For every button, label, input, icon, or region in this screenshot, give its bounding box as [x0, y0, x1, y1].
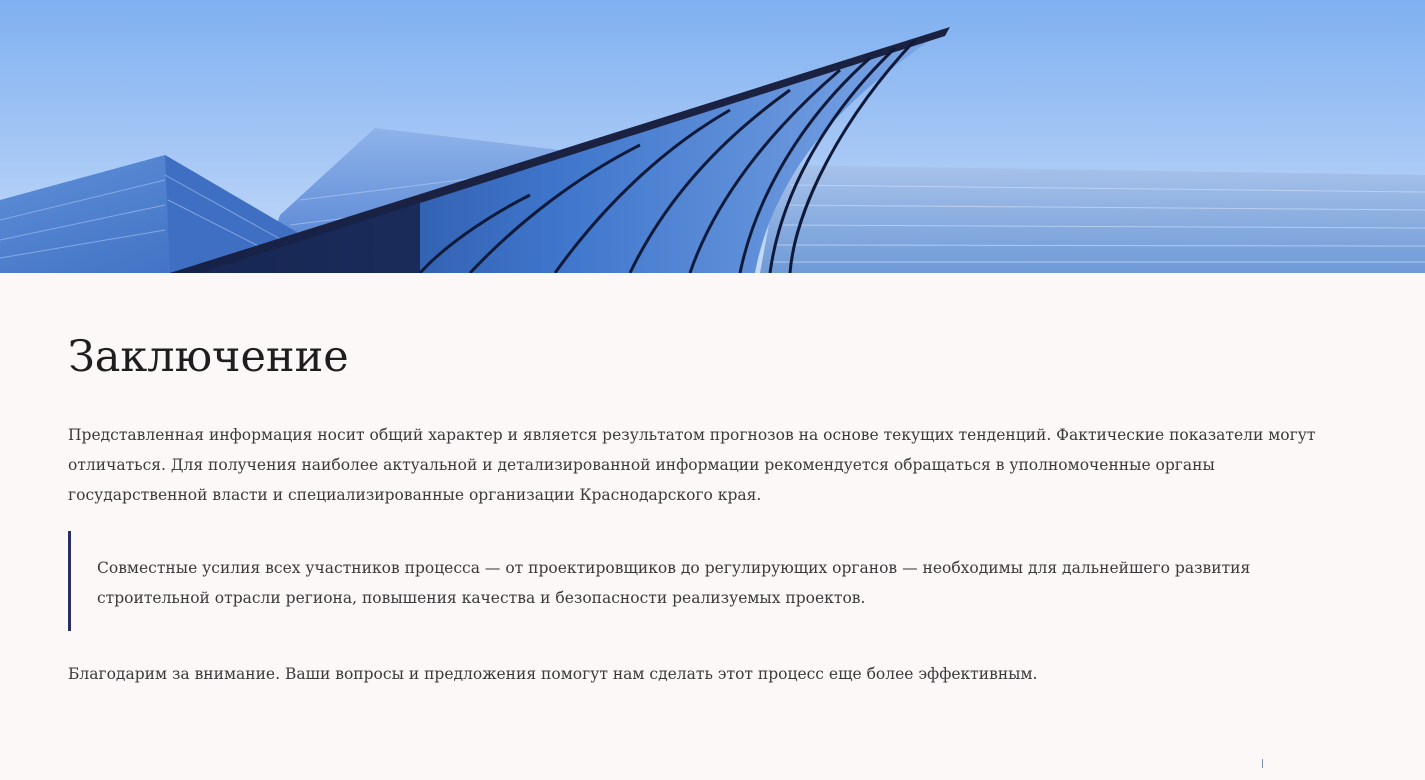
- hero-image: [0, 0, 1425, 273]
- blockquote-text: Совместные усилия всех участников процесса — от проектировщиков до регулирующих органов — необходимы для дальнейшего развития строительной отрасли региона, повышения качества и безопасности реализуемых проектов.: [97, 559, 1251, 607]
- content-area: [68, 326, 1358, 689]
- text-cursor: [1262, 759, 1263, 768]
- closing-paragraph: Благодарим за внимание. Ваши вопросы и предложения помогут нам сделать этот процесс еще более эффективным.: [68, 665, 1038, 683]
- page-title: Заключение: [68, 332, 349, 382]
- intro-paragraph: Представленная информация носит общий характер и является результатом прогнозов на основе текущих тенденций. Фактические показатели могут отличаться. Для получения наиболее актуальной и детализированной информации рекомендуется обращаться в уполномоченные органы государственной власти и специализированные организации Краснодарского края.: [68, 426, 1316, 504]
- blockquote: [68, 531, 1358, 631]
